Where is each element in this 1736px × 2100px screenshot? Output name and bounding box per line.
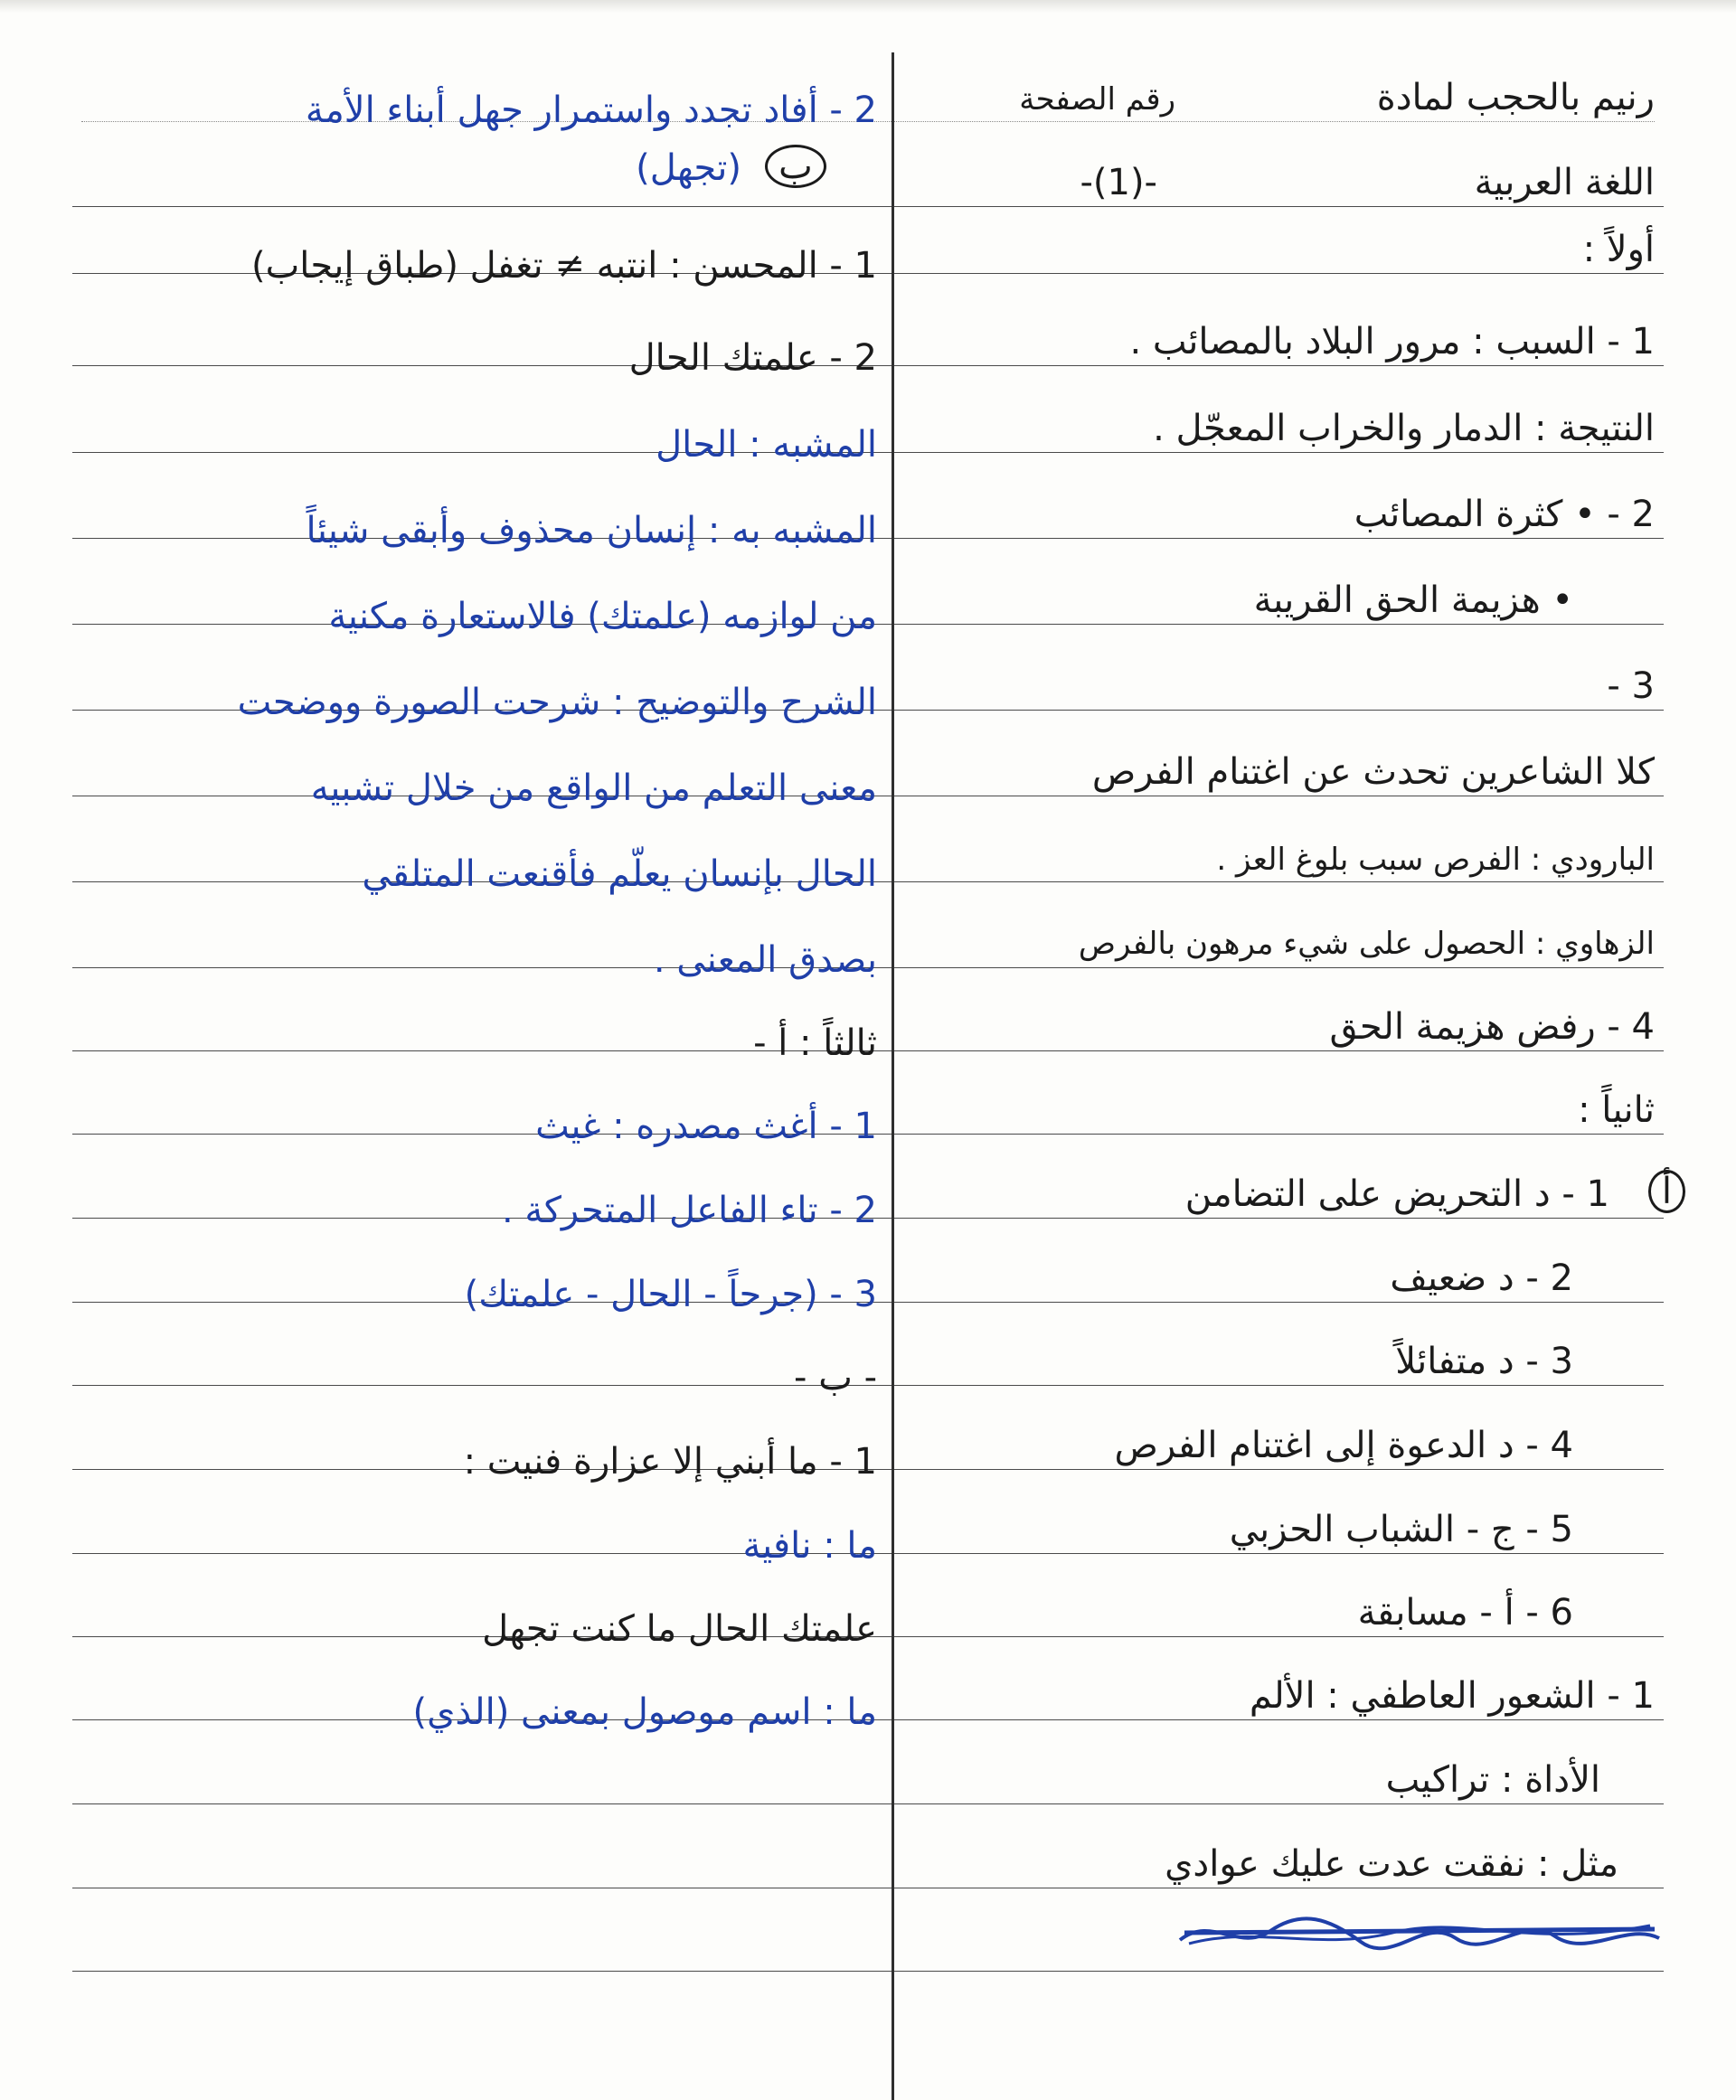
answer-line: معنى التعلم من الواقع من خلال تشبيه (310, 767, 877, 809)
choice-line: 4 - د الدعوة إلى اغتنام الفرص (1114, 1425, 1573, 1466)
answer-line: 2 - علمتك الحال (628, 337, 877, 379)
answer-line: 4 - رفض هزيمة الحق (1329, 1006, 1655, 1048)
answer-line: 2 - • كثرة المصائب (1354, 494, 1655, 535)
choice-line: 2 - د ضعيف (1390, 1257, 1573, 1299)
section-three-heading: ثالثاً : أ - (753, 1022, 877, 1064)
choice-line: 5 - ج - الشباب الحزبي (1229, 1509, 1573, 1550)
answer-line: 3 - (1607, 665, 1655, 707)
answer-line: بصدق المعنى . (653, 939, 877, 981)
ruled-line (859, 273, 1664, 274)
answer-line: 1 - السبب : مرور البلاد بالمصائب . (1129, 321, 1655, 363)
answer-line: كلا الشاعرين تحدث عن اغتنام الفرص (1091, 751, 1655, 793)
answer-line: الشرح والتوضيح : شرحت الصورة ووضحت (237, 682, 877, 723)
top-edge (0, 0, 1736, 13)
answer-line: من لوازمه (علمتك) فالاستعارة مكنية (328, 596, 877, 637)
header-title: رنيم بالحجب لمادة (1376, 77, 1655, 118)
answer-line: البارودي : الفرص سبب بلوغ العز . (1216, 842, 1655, 878)
answer-line: 1 - المحسن : انتبه ≠ تغفل (طباق إيجاب) (250, 245, 877, 287)
header-page-label: رقم الصفحة (1019, 81, 1175, 118)
answer-line: المشبه به : إنسان محذوف وأبقى شيئاً (306, 510, 877, 551)
ruled-line (72, 1803, 877, 1804)
tail-line: مثل : نفقت عدت عليك عوادي (1165, 1843, 1618, 1885)
choice-line: 1 - د التحريض على التضامن (1184, 1173, 1609, 1215)
grammar-line: ما : نافية (742, 1525, 877, 1567)
answer-line: (تجهل) (636, 147, 741, 189)
grammar-line: 1 - ما أبني إلا عزارة فنيت : (463, 1441, 877, 1483)
choice-line: 6 - أ - مسابقة (1357, 1592, 1573, 1634)
grammar-line: 2 - تاء الفاعل المتحركة . (501, 1190, 877, 1231)
tail-line: الأداة : تراكيب (1385, 1759, 1600, 1801)
grammar-line: 3 - (جرحاً - الحال - علمتك) (464, 1274, 877, 1315)
ruled-line (859, 710, 1664, 711)
page-number: -(1)- (1080, 162, 1157, 203)
subject-title: اللغة العربية (1474, 162, 1655, 203)
grammar-line: 1 - أغث مصدره : غيث (535, 1106, 877, 1147)
answer-line: 2 - أفاد تجدد واستمرار جهل أبناء الأمة (305, 89, 877, 131)
ruled-line (72, 1971, 877, 1972)
ruled-line (72, 206, 877, 207)
grammar-line: - ب - (794, 1357, 877, 1398)
choice-line: 3 - د متفائلاً (1395, 1341, 1573, 1382)
answer-line: • هزيمة الحق القريبة (1253, 579, 1573, 621)
section-two-heading: ثانياً : (1578, 1089, 1655, 1131)
ruled-line (859, 1971, 1664, 1972)
section-one-heading: أولاً : (1582, 229, 1655, 270)
choice-label (1643, 1168, 1691, 1219)
answer-line: النتيجة : الدمار والخراب المعجّل . (1153, 408, 1655, 449)
answer-line: الزهاوي : الحصول على شيء مرهون بالفرص (1078, 926, 1655, 962)
ruled-line (859, 1134, 1664, 1135)
answer-line: المشبه : الحال (656, 424, 877, 466)
circled-letter-a: أ (1648, 1170, 1685, 1213)
circled-letter-b: ب (765, 145, 826, 188)
grammar-line: علمتك الحال ما كنت تجهل (482, 1608, 877, 1650)
grammar-line: ما : اسم موصول بمعنى (الذي) (412, 1691, 877, 1733)
answer-line: الحال بإنسان يعلّم فأقنعت المتلقي (362, 853, 877, 895)
column-divider (892, 52, 894, 2100)
tail-line: 1 - الشعور العاطفي : الألم (1249, 1675, 1655, 1717)
part-b-label (741, 143, 850, 193)
scribbled-out-text (1175, 1906, 1664, 1960)
